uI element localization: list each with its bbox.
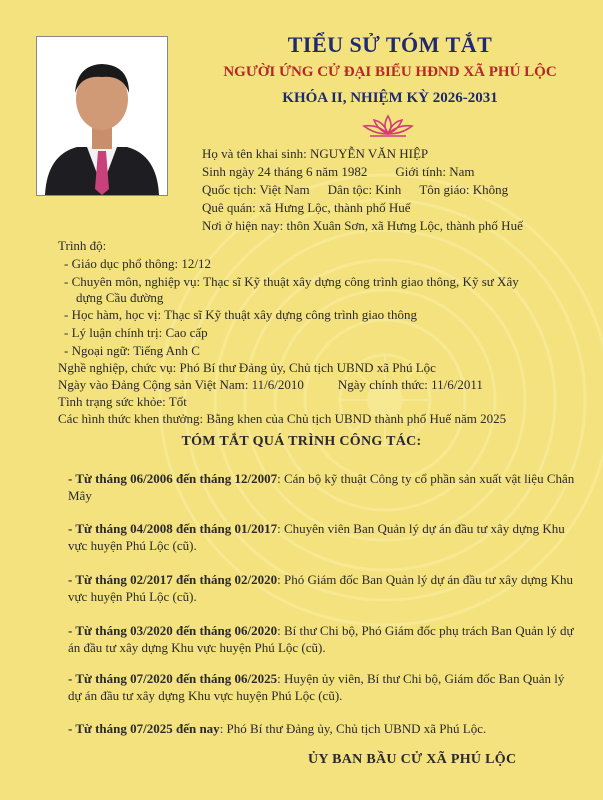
party-join-date: Ngày vào Đảng Cộng sản Việt Nam: 11/6/2010 (58, 377, 304, 392)
birth-date: Sinh ngày 24 tháng 6 năm 1982 (202, 164, 368, 179)
portrait-photo (36, 36, 168, 196)
work-period: - Từ tháng 07/2020 đến tháng 06/2025 (68, 671, 278, 686)
work-desc: : Cán bộ kỹ thuật Công ty cổ phần sản xuất vật liệu Chân Mây (68, 471, 575, 503)
religion: Tôn giáo: Không (419, 182, 509, 197)
term-line: KHÓA II, NHIỆM KỲ 2026-2031 (282, 90, 498, 106)
foreign-language: - Ngoại ngữ: Tiếng Anh C (64, 343, 200, 358)
hometown-line: Quê quán: xã Hưng Lộc, thành phố Huế (202, 200, 411, 215)
work-desc: : Huyện ủy viên, Bí thư Chi bộ, Giám đốc Ban Quản lý dự án đầu tư xây dựng Khu vực huyện Phú Lộc (cũ). (68, 671, 565, 703)
issuer-signature: ỦY BAN BẦU CỬ XÃ PHÚ LỘC (308, 752, 517, 767)
work-period: - Từ tháng 07/2025 đến nay (68, 721, 220, 736)
health-line: Tình trạng sức khỏe: Tốt (58, 394, 187, 409)
birth-gender-line (202, 164, 474, 180)
position-line: Nghề nghiệp, chức vụ: Phó Bí thư Đảng ủy, Chủ tịch UBND xã Phú Lộc (58, 360, 436, 375)
work-item (68, 520, 576, 554)
work-history-title: TÓM TẮT QUÁ TRÌNH CÔNG TÁC: (181, 434, 422, 449)
work-item (68, 571, 576, 605)
general-education: - Giáo dục phổ thông: 12/12 (64, 256, 211, 271)
work-period: - Từ tháng 06/2006 đến tháng 12/2007 (68, 471, 278, 486)
work-desc: : Phó Giám đốc Ban Quản lý dự án đầu tư xây dựng Khu vực huyện Phú Lộc (cũ). (68, 572, 574, 604)
ethnicity: Dân tộc: Kinh (327, 182, 402, 197)
work-item (68, 670, 576, 704)
party-official-date: Ngày chính thức: 11/6/2011 (337, 377, 483, 392)
academic-degree: - Học hàm, học vị: Thạc sĩ Kỹ thuật xây dựng công trình giao thông (64, 307, 418, 322)
specialty-line-2: dựng Cầu đường (76, 290, 164, 305)
document-title: TIỂU SỬ TÓM TẮT (287, 32, 493, 57)
nationality-line (202, 182, 508, 198)
party-line (58, 377, 483, 393)
awards-line: Các hình thức khen thưởng: Bằng khen của Chủ tịch UBND thành phố Huế năm 2025 (58, 411, 507, 426)
work-period: - Từ tháng 04/2008 đến tháng 01/2017 (68, 521, 278, 536)
gender: Giới tính: Nam (395, 164, 475, 179)
work-item (68, 470, 576, 504)
nationality: Quốc tịch: Việt Nam (202, 182, 310, 197)
work-period: - Từ tháng 03/2020 đến tháng 06/2020 (68, 623, 278, 638)
work-desc: : Bí thư Chi bộ, Phó Giám đốc phụ trách Ban Quản lý dự án đầu tư xây dựng Khu vực huyện Phú Lộc (cũ). (68, 623, 574, 655)
specialty-line-1: - Chuyên môn, nghiệp vụ: Thạc sĩ Kỹ thuật xây dựng công trình giao thông, Kỹ sư Xây (64, 274, 519, 289)
lotus-icon (360, 114, 416, 138)
political-theory: - Lý luận chính trị: Cao cấp (64, 325, 208, 340)
drum-watermark-icon (150, 165, 603, 635)
education-heading: Trình độ: (58, 238, 107, 253)
work-desc: : Phó Bí thư Đảng ủy, Chủ tịch UBND xã Phú Lộc. (219, 721, 487, 736)
work-desc: : Chuyên viên Ban Quản lý dự án đầu tư xây dựng Khu vực huyện Phú Lộc (cũ). (68, 521, 565, 553)
document-subtitle: NGƯỜI ỨNG CỬ ĐẠI BIỂU HĐND XÃ PHÚ LỘC (223, 64, 557, 80)
work-item (68, 720, 576, 737)
work-item (68, 622, 576, 656)
residence-line: Nơi ở hiện nay: thôn Xuân Sơn, xã Hưng Lộc, thành phố Huế (202, 218, 523, 233)
full-name-line: Họ và tên khai sinh: NGUYỄN VĂN HIỆP (202, 146, 429, 161)
work-period: - Từ tháng 02/2017 đến tháng 02/2020 (68, 572, 278, 587)
